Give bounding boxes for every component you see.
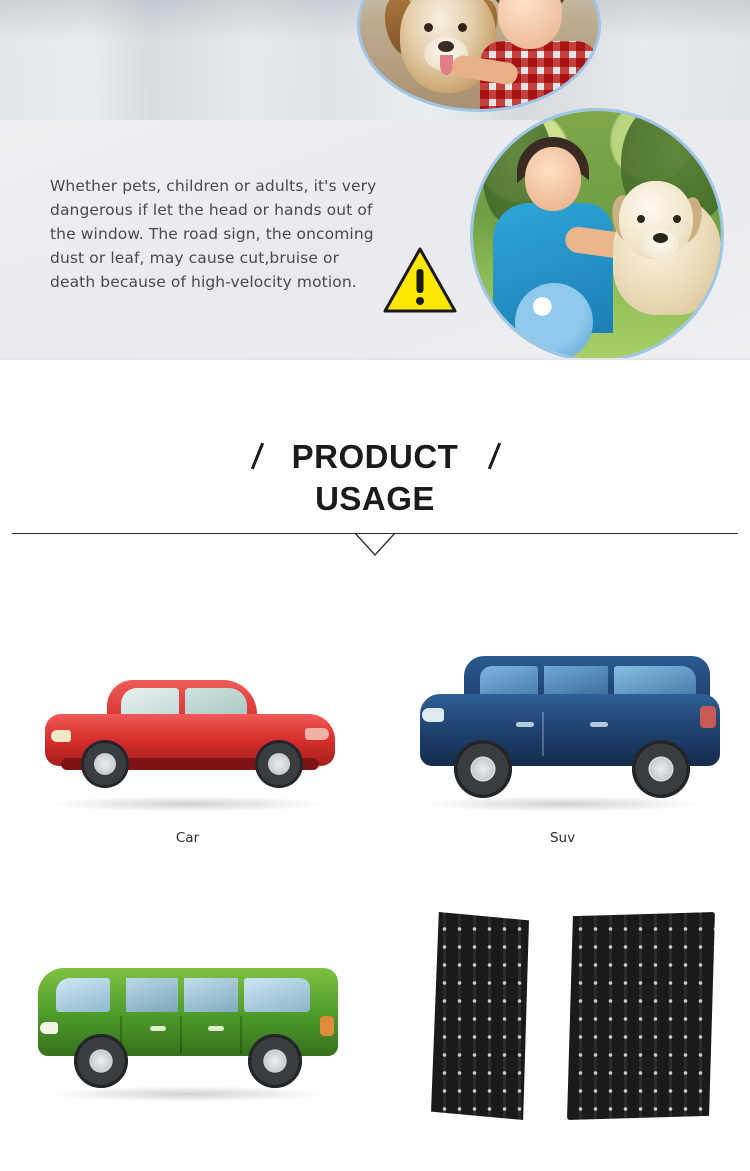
dog-eye-right: [458, 23, 467, 32]
retriever-eye-right: [673, 215, 681, 223]
van-windshield: [56, 978, 110, 1012]
page-subtitle: USAGE: [315, 480, 435, 517]
suv-illustration: [375, 600, 750, 830]
van-shadow: [48, 1086, 328, 1102]
van-rear-wheel: [248, 1034, 302, 1088]
safety-paragraph: Whether pets, children or adults, it's very dangerous if let the head or hands out of the window. The road sign, the oncoming dust or leaf, may cause cut,bruise or death because of high-velocity motion.: [50, 176, 377, 291]
sedan-headlight: [51, 730, 71, 742]
suv-taillight: [700, 706, 716, 728]
sedan-front-wheel: [81, 740, 129, 788]
sedan-rear-wheel: [255, 740, 303, 788]
woman-head: [525, 147, 581, 211]
van-illustration: [0, 890, 375, 1120]
suv-door-handle-rear: [590, 722, 608, 727]
van-headlight: [40, 1022, 58, 1034]
dog-tongue: [440, 55, 453, 75]
caption-suv: Suv: [549, 830, 576, 846]
suv-front-wheel: [454, 740, 512, 798]
photo-bubble-woman-and-dog: [470, 108, 724, 360]
blue-suv: [420, 650, 720, 800]
green-van: [38, 938, 338, 1088]
van-window-4: [244, 978, 310, 1012]
dog-eye-left: [424, 23, 433, 32]
suv-door-line: [542, 712, 544, 756]
van-door-line-2: [180, 1016, 182, 1054]
mesh-rivets-right: [567, 912, 715, 1120]
van-window-3: [184, 978, 238, 1012]
usage-item-product: [375, 890, 750, 1120]
heading-line-1-wrap: [292, 436, 459, 478]
suv-headlight: [422, 708, 444, 722]
blue-ball: [515, 283, 593, 360]
retriever-nose: [653, 233, 668, 243]
mesh-shade-left: [431, 912, 529, 1120]
retriever-eye-left: [637, 215, 645, 223]
product-illustration: [375, 890, 750, 1120]
product-usage-section: [0, 360, 750, 1171]
car-shadow: [48, 796, 328, 812]
suv-door-handle-front: [516, 722, 534, 727]
dog-nose: [438, 41, 454, 52]
van-window-2: [126, 978, 178, 1012]
red-sedan: [45, 678, 335, 790]
sedan-taillight: [305, 728, 329, 740]
chevron-down-icon: [355, 533, 395, 557]
van-front-wheel: [74, 1034, 128, 1088]
safety-banner: [0, 0, 750, 360]
van-door-line-3: [240, 1016, 242, 1054]
usage-item-car: [0, 600, 375, 846]
slash-right-decoration: [488, 442, 501, 469]
van-door-handle-2: [208, 1026, 224, 1031]
usage-item-suv: [375, 600, 750, 846]
photo-bubble-boy-and-dog: [357, 0, 601, 112]
slash-left-decoration: [251, 442, 264, 469]
caption-car: Car: [175, 830, 200, 846]
page-title: PRODUCT: [291, 438, 459, 475]
mesh-shade-right: [567, 912, 715, 1120]
mesh-window-shades: [395, 912, 735, 1122]
van-taillight: [320, 1016, 334, 1036]
car-illustration: [0, 600, 375, 830]
warning-triangle-icon: [383, 247, 457, 313]
usage-item-van: [0, 890, 375, 1120]
van-door-handle-1: [150, 1026, 166, 1031]
suv-rear-wheel: [632, 740, 690, 798]
mesh-rivets-left: [431, 912, 529, 1120]
section-heading: [0, 436, 750, 520]
